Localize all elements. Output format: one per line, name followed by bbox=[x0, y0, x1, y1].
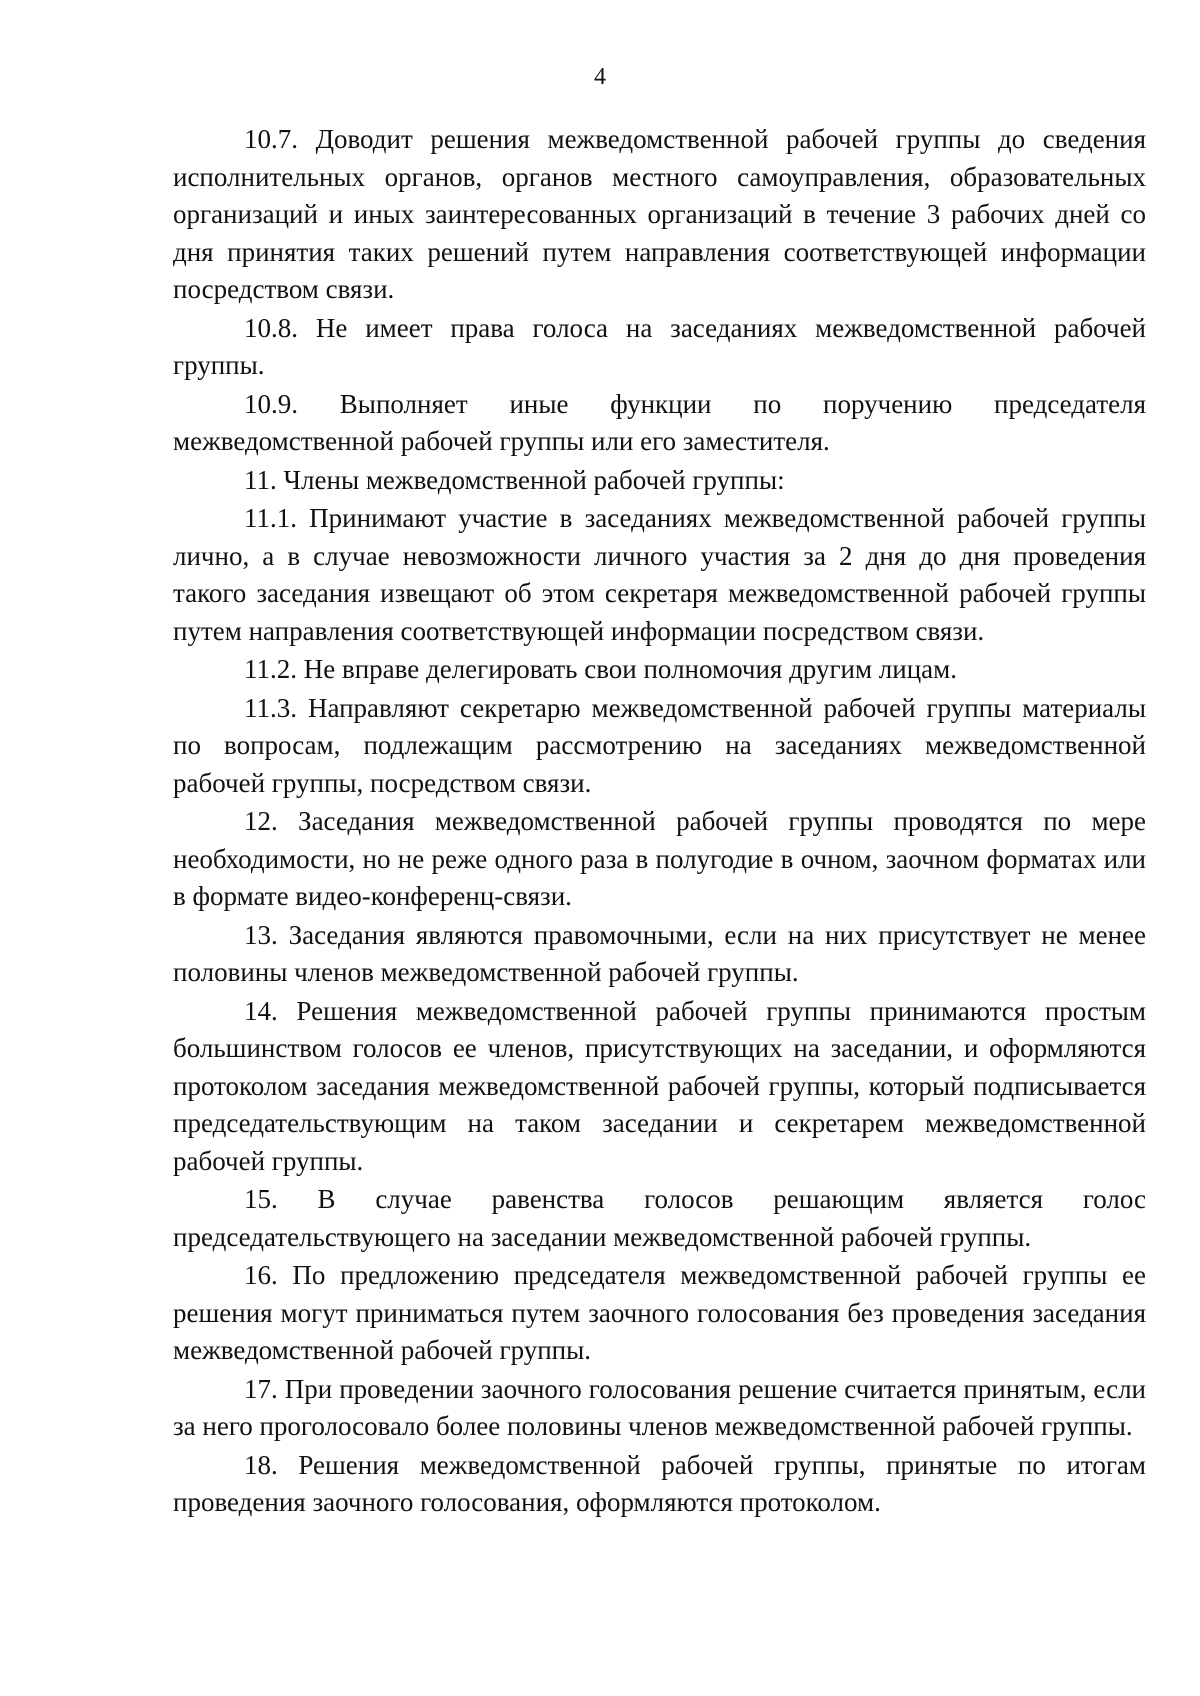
paragraph-11-2: 11.2. Не вправе делегировать свои полномочия другим лицам. bbox=[244, 654, 957, 684]
paragraph-10-9: 10.9. Выполняет иные функции по поручению председателя межведомственной рабочей группы или его заместителя. bbox=[173, 388, 1146, 456]
paragraph-11: 11. Члены межведомственной рабочей группы: bbox=[244, 464, 785, 495]
document-body bbox=[173, 121, 1146, 1522]
paragraph-14: 14. Решения межведомственной рабочей группы принимаются простым большинством голосов ее членов, присутствующих на заседании, и оформляются протоколом заседания межведомственной рабочей группы, который подписывается председательствующим на таком заседании и секретарем межведомственной рабочей группы. bbox=[173, 995, 1146, 1176]
paragraph-13: 13. Заседания являются правомочными, если на них присутствует не менее половины членов межведомственной рабочей группы. bbox=[173, 919, 1146, 987]
paragraph-15: 15. В случае равенства голосов решающим является голос председательствующего на заседании межведомственной рабочей группы. bbox=[173, 1184, 1146, 1252]
paragraph-16: 16. По предложению председателя межведомственной рабочей группы ее решения могут приниматься путем заочного голосования без проведения заседания межведомственной рабочей группы. bbox=[173, 1260, 1146, 1365]
paragraph-10-7: 10.7. Доводит решения межведомственной рабочей группы до сведения исполнительных органов, органов местного самоуправления, образовательных организаций и иных заинтересованных организаций в течение 3 рабочих дней со дня принятия таких решений путем направления соответствующей информации посредством связи. bbox=[173, 124, 1146, 304]
paragraph-10-8: 10.8. Не имеет права голоса на заседаниях межведомственной рабочей группы. bbox=[173, 312, 1146, 380]
paragraph-11-1: 11.1. Принимают участие в заседаниях межведомственной рабочей группы лично, а в случае невозможности личного участия за 2 дня до дня проведения такого заседания извещают об этом секретаря межведомственной рабочей группы путем направления соответствующей информации посредством связи. bbox=[173, 503, 1146, 646]
page-number: 4 bbox=[594, 64, 606, 90]
paragraph-12: 12. Заседания межведомственной рабочей группы проводятся по мере необходимости, но не реже одного раза в полугодие в очном, заочном форматах или в формате видео-конференц-связи. bbox=[173, 806, 1146, 911]
paragraph-18: 18. Решения межведомственной рабочей группы, принятые по итогам проведения заочного голосования, оформляются протоколом. bbox=[173, 1449, 1146, 1517]
paragraph-17: 17. При проведении заочного голосования решение считается принятым, если за него проголосовало более половины членов межведомственной рабочей группы. bbox=[173, 1373, 1146, 1441]
paragraph-11-3: 11.3. Направляют секретарю межведомственной рабочей группы материалы по вопросам, подлежащим рассмотрению на заседаниях межведомственной рабочей группы, посредством связи. bbox=[173, 692, 1146, 798]
